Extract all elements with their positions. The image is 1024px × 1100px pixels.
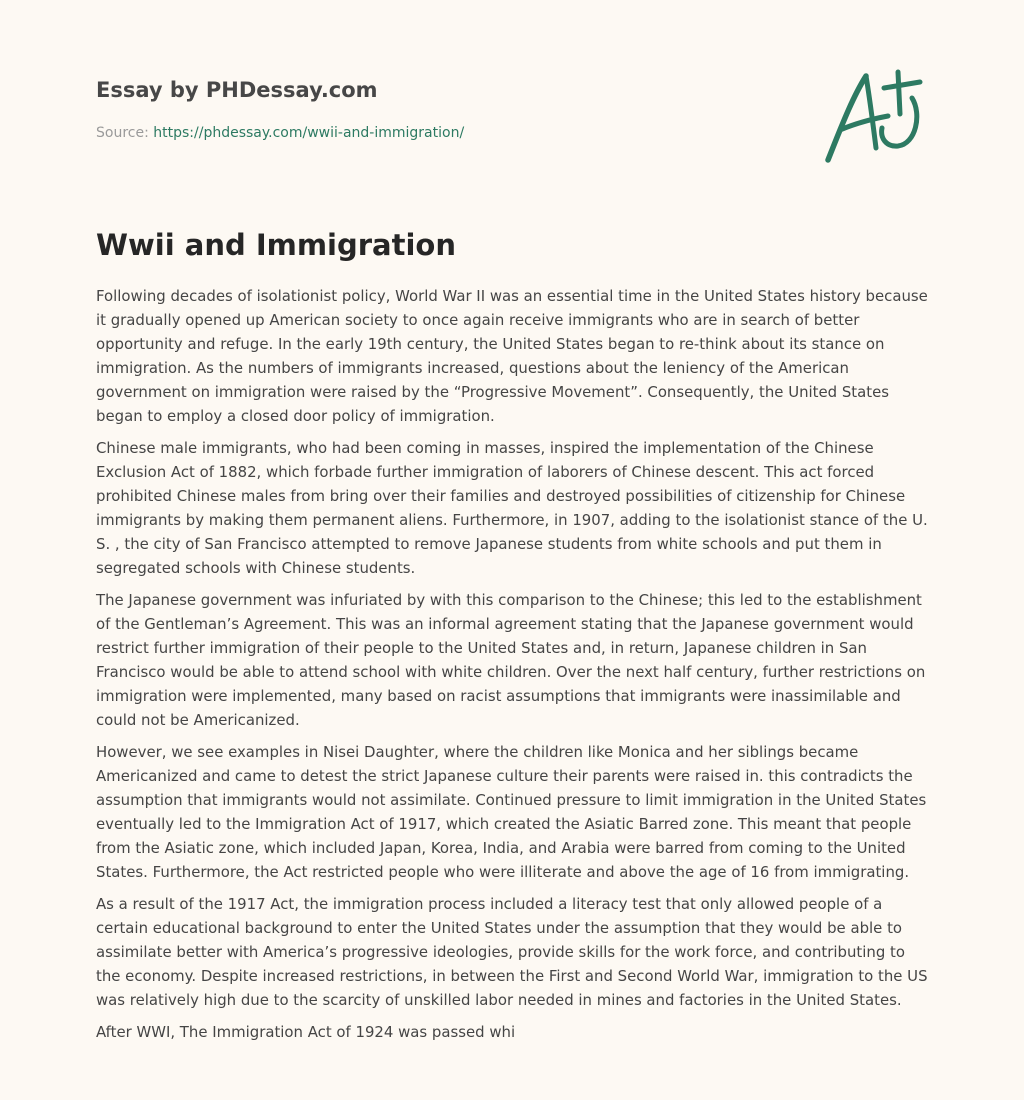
essay-paragraph: Chinese male immigrants, who had been coming in masses, inspired the implementation of the Chinese Exclusion Act of 1882, which forbade further immigration of laborers of Chinese descent. This act forced prohibited Chinese males from bring over their families and destroyed possibilities of citizenship for Chinese immigrants by making them permanent aliens. Furthermore, in 1907, adding to the isolationist stance of the U. S. , the city of San Francisco attempted to remove Japanese students from white schools and put them in segregated schools with Chinese students. bbox=[96, 439, 928, 577]
source-link[interactable]: https://phdessay.com/wwii-and-immigration/ bbox=[153, 125, 465, 141]
essay-paragraph: However, we see examples in Nisei Daughter, where the children like Monica and her siblings became Americanized and came to detest the strict Japanese culture their parents were raised in. this contradicts the assumption that immigrants would not assimilate. Continued pressure to limit immigration in the United States eventually led to the Immigration Act of 1917, which created the Asiatic Barred zone. This meant that people from the Asiatic zone, which included Japan, Korea, India, and Arabia were barred from coming to the United States. Furthermore, the Act restricted people who were illiterate and above the age of 16 from immigrating. bbox=[96, 743, 927, 881]
brand-title: Essay by PHDessay.com bbox=[96, 78, 378, 102]
source-line bbox=[96, 122, 464, 144]
header bbox=[96, 74, 378, 106]
essay-paragraph: The Japanese government was infuriated by with this comparison to the Chinese; this led to the establishment of the Gentleman’s Agreement. This was an informal agreement stating that the Japanese government would restrict further immigration of their people to the United States and, in return, Japanese children in San Francisco would be able to attend school with white children. Over the next half century, further restrictions on immigration were implemented, many based on racist assumptions that immigrants were inassimilable and could not be Americanized. bbox=[96, 591, 926, 729]
essay-title: Wwii and Immigration bbox=[96, 228, 456, 262]
a-plus-grade-icon bbox=[818, 64, 930, 168]
essay-paragraph: As a result of the 1917 Act, the immigration process included a literacy test that only allowed people of a certain educational background to enter the United States under the assumption that they would be able to assimilate better with America’s progressive ideologies, provide skills for the work force, and contributing to the economy. Despite increased restrictions, in between the First and Second World War, immigration to the US was relatively high due to the scarcity of unskilled labor needed in mines and factories in the United States. bbox=[96, 895, 928, 1009]
essay-paragraph: Following decades of isolationist policy, World War II was an essential time in the United States history because it gradually opened up American society to once again receive immigrants who are in search of better opportunity and refuge. In the early 19th century, the United States began to re-think about its stance on immigration. As the numbers of immigrants increased, questions about the leniency of the American government on immigration were raised by the “Progressive Movement”. Consequently, the United States began to employ a closed door policy of immigration. bbox=[96, 287, 928, 425]
source-label: Source: bbox=[96, 125, 154, 141]
essay-paragraph: After WWI, The Immigration Act of 1924 was passed whi bbox=[96, 1023, 516, 1041]
essay-body bbox=[96, 284, 928, 1052]
